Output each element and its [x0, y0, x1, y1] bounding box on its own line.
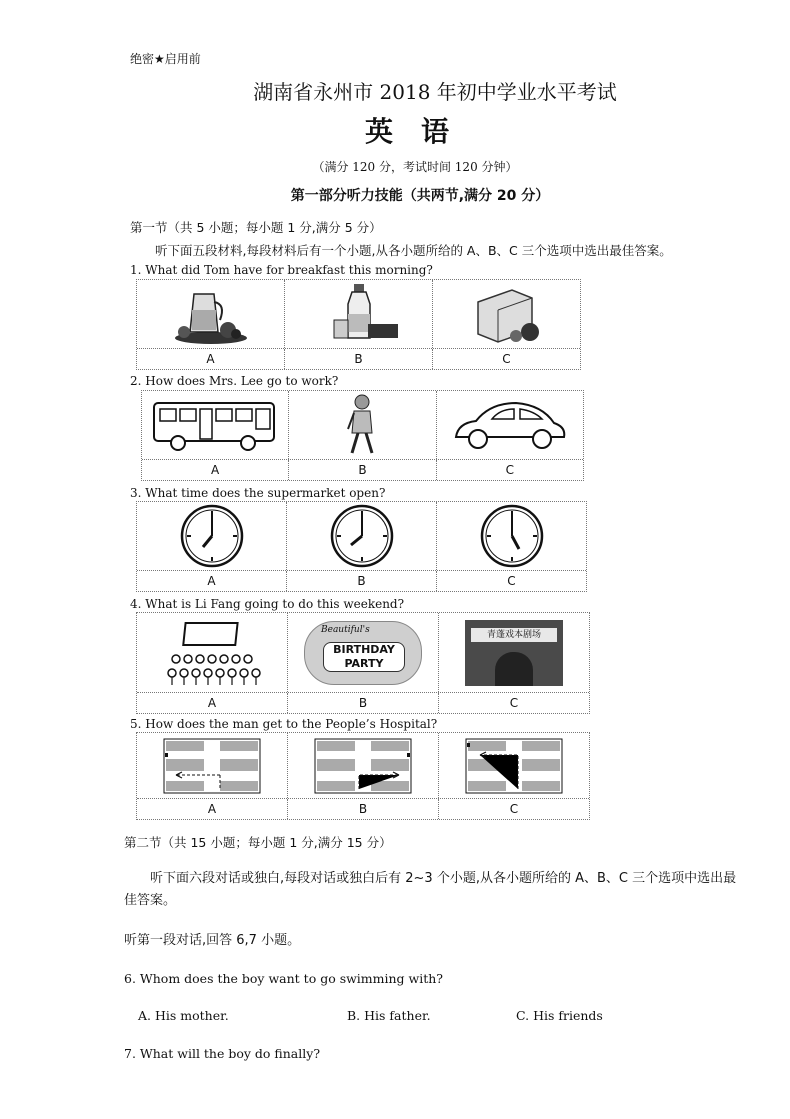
option-c-image	[437, 502, 586, 570]
section1-instruction: 听下面五段材料,每段材料后有一个小题,从各小题所给的 A、B、C 三个选项中选出最佳答案。	[155, 243, 672, 258]
route-map-icon	[313, 737, 413, 795]
option-b-image	[285, 280, 433, 348]
question-2: 2. How does Mrs. Lee go to work?	[130, 374, 339, 388]
question-4: 4. What is Li Fang going to do this weekend?	[130, 597, 405, 611]
birthday-party-banner	[304, 621, 422, 685]
option-c-image	[437, 391, 583, 459]
score-note: （满分 120 分，考试时间 120 分钟）	[312, 160, 518, 174]
option-a-label: A	[142, 460, 289, 480]
option-c-image	[439, 613, 589, 692]
option-a-image	[137, 733, 288, 798]
option-a-label: A	[137, 349, 285, 369]
option-b-label: B	[288, 799, 439, 819]
milk-jug-icon	[166, 282, 256, 346]
q6-option-c[interactable]: C. His friends	[516, 1008, 603, 1023]
milk-bottle-icon	[314, 282, 404, 346]
theater-sign: 青蓬戏本剧场	[471, 628, 557, 642]
option-a-image	[142, 391, 289, 459]
option-c-label: C	[507, 574, 516, 588]
clock-icon	[179, 503, 245, 569]
option-b-label: B	[289, 460, 436, 480]
section2-heading: 第二节（共 15 小题；每小题 1 分,满分 15 分）	[124, 835, 392, 850]
option-b-label: B	[285, 349, 433, 369]
option-b-image	[288, 613, 439, 692]
option-b-image	[288, 733, 439, 798]
option-a-label: A	[137, 571, 287, 591]
banner-text: BIRTHDAY PARTY	[323, 642, 405, 672]
option-a-image	[137, 280, 285, 348]
car-icon	[450, 397, 570, 453]
option-b-image	[289, 391, 436, 459]
option-b-label: B	[288, 693, 439, 713]
option-c-label: C	[509, 696, 519, 710]
option-b-label: B	[287, 571, 437, 591]
option-a-label: A	[137, 693, 288, 713]
option-c-label: C	[502, 352, 511, 366]
gate-arch	[495, 652, 533, 686]
question-3-options	[136, 501, 587, 592]
question-5-options	[136, 732, 590, 820]
confidential-mark: 绝密★启用前	[130, 52, 201, 66]
bread-icon	[462, 282, 552, 346]
question-7: 7. What will the boy do finally?	[124, 1046, 321, 1061]
option-a-label: A	[137, 799, 288, 819]
option-b-image	[287, 502, 437, 570]
question-2-options	[141, 390, 584, 481]
option-c-label: C	[509, 802, 519, 816]
clock-icon	[479, 503, 545, 569]
cinema-icon	[162, 619, 262, 687]
bus-icon	[150, 397, 280, 453]
q6-option-b[interactable]: B. His father.	[347, 1008, 431, 1023]
dialog-1-note: 听第一段对话,回答 6,7 小题。	[124, 933, 301, 948]
option-c-image	[439, 733, 589, 798]
part-heading: 第一部分听力技能（共两节,满分 20 分）	[290, 188, 550, 204]
walking-woman-icon	[342, 393, 382, 457]
banner-top-text: Beautiful's	[321, 624, 370, 635]
question-5: 5. How does the man get to the People’s Hospital?	[130, 717, 438, 731]
question-4-options	[136, 612, 590, 714]
option-a-image	[137, 502, 287, 570]
question-3: 3. What time does the supermarket open?	[130, 486, 386, 500]
question-1: 1. What did Tom have for breakfast this morning?	[130, 263, 433, 277]
subject-title: 英语	[364, 115, 477, 148]
clock-icon	[329, 503, 395, 569]
question-1-options	[136, 279, 581, 370]
route-map-icon	[464, 737, 564, 795]
section1-heading: 第一节（共 5 小题；每小题 1 分,满分 5 分）	[130, 220, 382, 235]
option-c-label: C	[505, 463, 515, 477]
option-a-image	[137, 613, 288, 692]
option-c-image	[433, 280, 580, 348]
theater-gate-image	[465, 620, 563, 686]
section2-instruction: 听下面六段对话或独白,每段对话或独白后有 2~3 个小题,从各小题所给的 A、B、C 三个选项中选出最佳答案。	[124, 871, 737, 908]
exam-title: 湖南省永州市 2018 年初中学业水平考试	[253, 80, 617, 104]
q6-option-a[interactable]: A. His mother.	[138, 1008, 229, 1023]
route-map-icon	[162, 737, 262, 795]
question-6: 6. Whom does the boy want to go swimming with?	[124, 971, 444, 986]
